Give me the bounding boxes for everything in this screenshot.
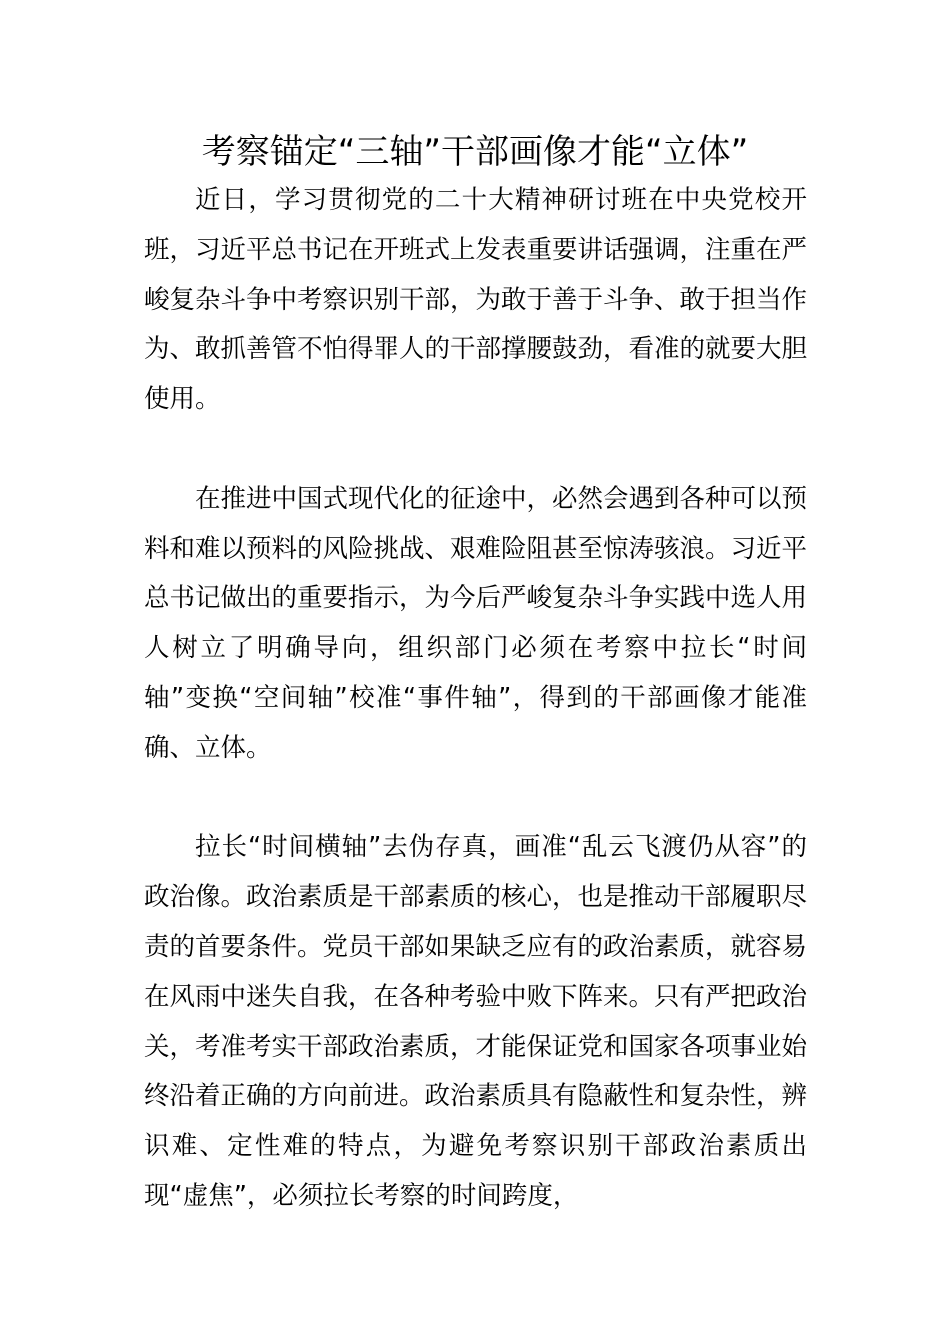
document-title: 考察锚定“三轴”干部画像才能“立体” [201, 132, 749, 172]
paragraph-spacer [144, 425, 807, 475]
paragraph-2: 在推进中国式现代化的征途中，必然会遇到各种可以预料和难以预料的风险挑战、艰难险阻甚至惊涛骇浪。习近平总书记做出的重要指示，为今后严峻复杂斗争实践中选人用人树立了明确导向，组织部门必须在考察中拉长“时间轴”变换“空间轴”校准“事件轴”，得到的干部画像才能准确、立体。 [144, 483, 808, 763]
document-body [144, 176, 807, 1222]
paragraph-3: 拉长“时间横轴”去伪存真，画准“乱云飞渡仍从容”的政治像。政治素质是干部素质的核心，也是推动干部履职尽责的首要条件。党员干部如果缺乏应有的政治素质，就容易在风雨中迷失自我，在各种考验中败下阵来。只有严把政治关，考准考实干部政治素质，才能保证党和国家各项事业始终沿着正确的方向前进。政治素质具有隐蔽性和复杂性，辨识难、定性难的特点，为避免考察识别干部政治素质出现“虚焦”，必须拉长考察的时间跨度， [144, 832, 808, 1211]
paragraph-spacer [144, 774, 807, 824]
paragraph-1: 近日，学习贯彻党的二十大精神研讨班在中央党校开班，习近平总书记在开班式上发表重要讲话强调，注重在严峻复杂斗争中考察识别干部，为敢于善于斗争、敢于担当作为、敢抓善管不怕得罪人的干部撑腰鼓劲，看准的就要大胆使用。 [144, 185, 808, 415]
